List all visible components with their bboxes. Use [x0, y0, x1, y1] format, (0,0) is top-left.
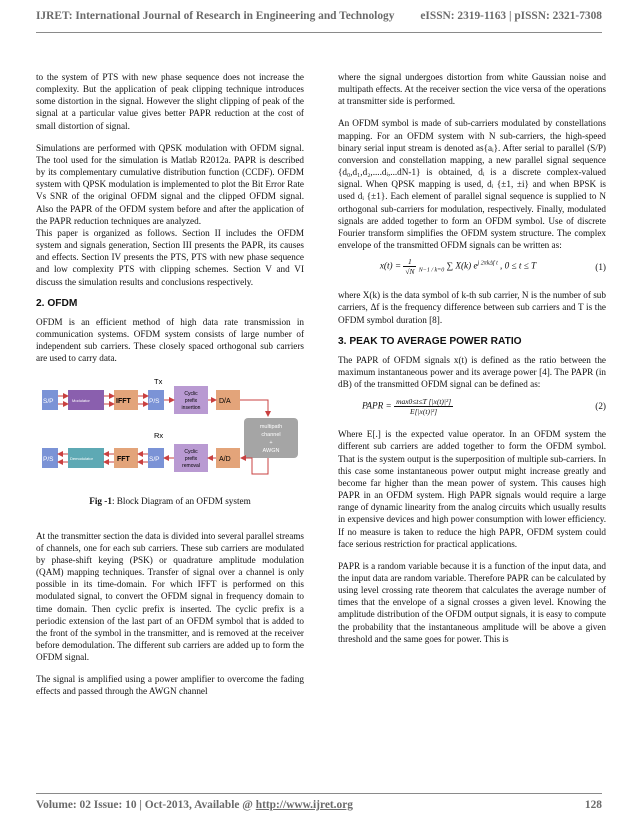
channel-line: channel	[261, 432, 281, 439]
cp-insert-line: Cyclic	[184, 391, 198, 398]
journal-title: IJRET: International Journal of Research in Engineering and Technology	[36, 10, 395, 22]
modulator-label: Modulator	[72, 398, 90, 404]
sp-label: S/P	[43, 398, 54, 406]
da-label: D/A	[219, 398, 231, 406]
ps-label: P/S	[149, 398, 160, 406]
ofdm-block-diagram	[36, 374, 304, 489]
eq2-fraction	[394, 397, 453, 416]
equation-1-body	[338, 257, 578, 277]
eq1-sum: ∑ X(k) e	[446, 261, 478, 271]
eq1-limits: N−1 / k=0	[418, 267, 445, 274]
fft-label: FFT	[117, 456, 130, 464]
paragraph: At the transmitter section the data is divided into several parallel streams of channels, one for each sub carriers. These sub carriers are modulated by phase-shift keying (PSK) or quadrature amplitude modulation (QAM) mapping techniques. Transfer of signal over a channel is only possible in its time-domain. For which IFFT is performed on this modulated signal, to convert the OFDM signal in frequency domain to time domain. Then cyclic prefix is inserted. The cyclic prefix is a periodic extension of the last part of an OFDM symbol that is added to the front of the symbol in the transmitter, and is removed at the receiver before demodulation. The different sub carriers are added up to form the OFDM signal.	[36, 530, 304, 663]
caption-label: Fig -1	[89, 496, 112, 507]
channel-line: +	[269, 440, 273, 447]
eq1-number: (1)	[595, 262, 606, 273]
channel-line: AWGN	[262, 448, 280, 455]
ps-rx-label: P/S	[43, 456, 54, 464]
paragraph: An OFDM symbol is made of sub-carriers modulated by constellations mapping. For an OFDM system with N sub-carriers, the high-speed binary serial input stream is denoted as{aᵢ}. After serial to parallel (S/P) conversion and constellation mapping, a new parallel signal sequence {d₀,d₁,d₂,....dᵢ,...dN-1} is obtained, dᵢ is a discrete complex-valued signal. When QPSK mapping is used, dᵢ {±1, ±i} and when BPSK is used dᵢ {±1}. Each element of parallel signal sequence is supplied to N orthogonal sub-carriers for modulation, respectively. Finally, modulated signals are added together to form an OFDM symbol. Use of discrete Fourier transform simplifies the OFDM system structure. The complex envelope of the transmitted OFDM signals can be written as:	[338, 118, 606, 251]
paragraph: Where E[.] is the expected value operator. In an OFDM system the different sub carriers are added together to form the OFDM symbol. That is the system output is the superposition of multiple sub-carriers. In this case some instantaneous power output might increase greatly and become far higher than the mean power of system. This causes high PAPR in an OFDM system. High PAPR signals would require a large range of dynamic linearity from the analog circuits which usually results in expensive devices and high power consumption with lower efficiency. If no measure is taken to reduce the high PAPR, OFDM system could face serious restriction for practical applications.	[338, 429, 606, 549]
cp-insert-line: prefix	[184, 398, 198, 405]
paragraph: This paper is organized as follows. Section II includes the OFDM system and signals generation, Section III presents the PAPR, its causes and effects. Section IV presents the PTS, PTS with new phase sequence and low complexity PTS with clipping schemes. Section V and VI discuss the simulation results and conclusions respectively.	[36, 227, 304, 287]
equation-2	[338, 394, 606, 418]
eq2-den: E[|x(t)|²]	[410, 406, 438, 416]
left-column	[36, 71, 304, 708]
footer-url-link[interactable]: http://www.ijret.org	[255, 799, 353, 811]
tx-label: Tx	[154, 377, 163, 387]
page-footer	[36, 799, 602, 811]
page-header	[36, 10, 602, 22]
footer-rule	[36, 793, 602, 794]
figure-caption	[36, 495, 304, 507]
frac-num: 1	[403, 257, 416, 267]
section-heading-papr: 3. PEAK TO AVERAGE POWER RATIO	[338, 335, 522, 347]
footer-volume	[36, 799, 353, 811]
paragraph: The PAPR of OFDM signals x(t) is defined as the ratio between the maximum instantaneous power and its average power [4]. The PAPR (in dB) of the transmitted OFDM signal can be defined as:	[338, 354, 606, 390]
eq1-lhs: x(t) =	[379, 261, 402, 271]
cp-remove-line: Cyclic	[184, 449, 198, 456]
eq1-fraction	[403, 257, 416, 276]
ifft-label: IFFT	[116, 398, 131, 406]
eq2-lhs: PAPR =	[362, 400, 392, 411]
paragraph: where the signal undergoes distortion from white Gaussian noise and multipath effects. At the receiver section the vice versa of the operations at transmitter side is performed.	[338, 72, 606, 107]
page-number: 128	[584, 799, 602, 811]
paragraph: to the system of PTS with new phase sequence does not increase the complexity. But the application of peak clipping technique introduces some distortion in the signal. However the slight clipping of peak of the signal at a particular value gives better PAPR reduction at the cost of small distortion of signal.	[36, 72, 304, 131]
section-heading-ofdm: 2. OFDM	[36, 297, 78, 309]
cp-remove-line: removal	[182, 463, 200, 470]
rx-label: Rx	[154, 431, 164, 441]
eq2-num: max0≤t≤T [|x(t)|²]	[396, 396, 452, 406]
eq1-condition: , 0 ≤ t ≤ T	[500, 261, 537, 271]
caption-text: : Block Diagram of an OFDM system	[111, 496, 251, 507]
ad-label: A/D	[219, 456, 231, 464]
channel-line: multipath	[259, 424, 283, 431]
issn: eISSN: 2319-1163 | pISSN: 2321-7308	[420, 10, 602, 22]
paragraph: Simulations are performed with QPSK modulation with OFDM signal. The tool used for the simulation is Matlab R2012a. PAPR is described by its complementary cumulative distribution function (CCDF). OFDM system with QPSK modulation is implemented to plot the Bit Error Rate Vs SNR of the original OFDM signal and the clipped OFDM signal. Also the PAPR of the OFDM system before and after the application of the PAPR reduction techniques are analyzed.	[36, 142, 304, 226]
eq1-exponent: j 2πkΔf t	[477, 260, 498, 267]
paragraph: where X(k) is the data symbol of k-th sub carrier, N is the number of sub carriers, Δf is the frequency difference between sub carriers and T is the OFDM symbol duration [8].	[338, 290, 606, 325]
right-column	[338, 71, 606, 655]
eq2-number: (2)	[595, 401, 606, 412]
equation-1	[338, 255, 606, 279]
ofdm-block-diagram-svg	[36, 374, 304, 489]
paragraph: The signal is amplified using a power amplifier to overcome the fading effects and passed through the AWGN channel	[36, 674, 304, 697]
cp-insert-line: insertion	[181, 405, 201, 412]
demodulator-label: Demodulator	[70, 456, 93, 462]
header-rule	[36, 32, 602, 33]
cp-remove-line: prefix	[184, 456, 198, 463]
sp-rx-label: S/P	[149, 456, 160, 464]
paragraph: OFDM is an efficient method of high data rate transmission in communication systems. OFDM system consists of large number of independent sub carriers. These closely spaced orthogonal sub carriers are used to carry data.	[36, 316, 304, 364]
footer-volume-text: Volume: 02 Issue: 10 | Oct-2013, Available @	[36, 799, 253, 811]
frac-den: √N	[405, 267, 415, 277]
paragraph: PAPR is a random variable because it is a function of the input data, and the input data are random variable. Therefore PAPR can be calculated by using level crossing rate theorem that calculates the average number of times that the envelope of a signal crosses a given level. Knowing the amplitude distribution of the OFDM output signals, it is easy to compute the probability that the instantaneous amplitude will be above a given threshold and the same goes for power. This is	[338, 560, 606, 644]
equation-2-body	[338, 397, 578, 416]
